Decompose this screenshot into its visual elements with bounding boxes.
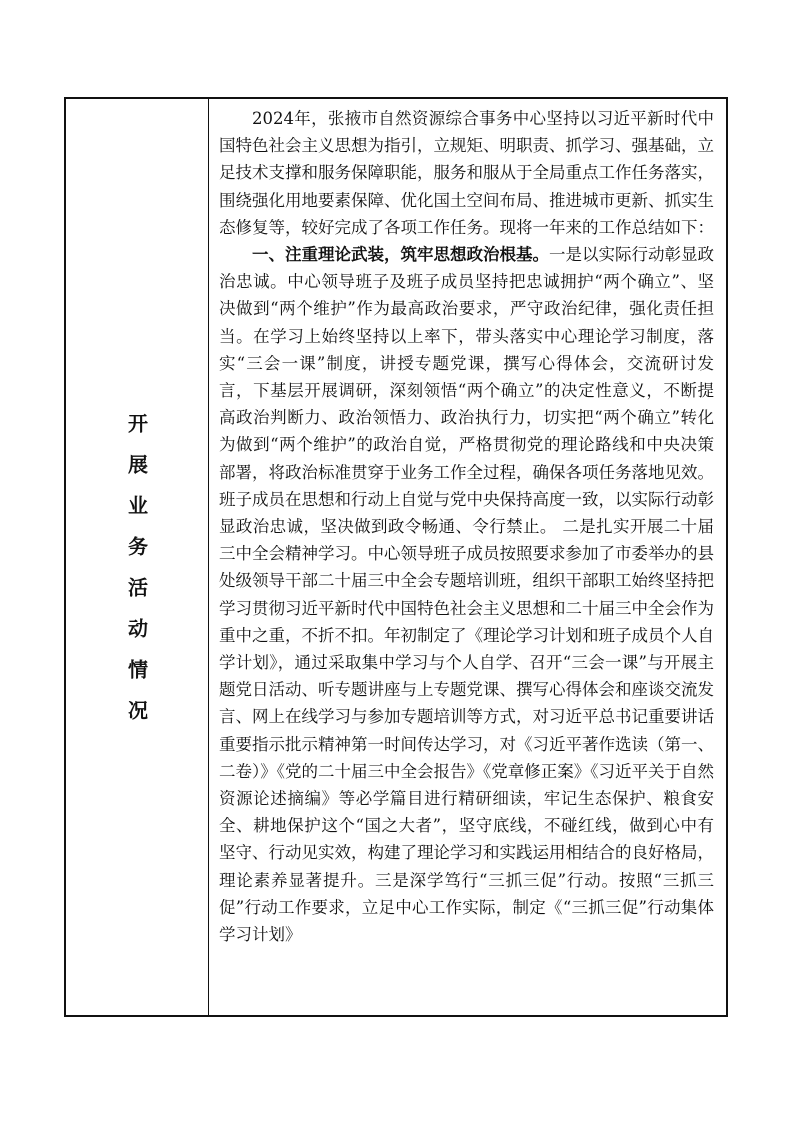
report-table xyxy=(64,97,728,1017)
row-label: 开展业务活动情况 xyxy=(124,413,149,741)
section-1-heading: 一、注重理论武装，筑牢思想政治根基。 xyxy=(252,245,549,265)
section-1-paragraph xyxy=(219,241,714,948)
intro-paragraph: 2024年，张掖市自然资源综合事务中心坚持以习近平新时代中国特色社会主义思想为指引，立规矩、明职责、抓学习、强基础，立足技术支撑和服务保障职能，服务和服从于全局重点工作任务落实，围绕强化用地要素保障、优化国土空间布局、推进城市更新、抓实生态修复等，较好完成了各项工作任务。现将一年来的工作总结如下： xyxy=(219,109,714,237)
content-cell xyxy=(209,99,726,1015)
section-1-body: 一是以实际行动彰显政治忠诚。中心领导班子及班子成员坚持把忠诚拥护“两个确立”、坚决做到“两个维护”作为最高政治要求，严守政治纪律，强化责任担当。在学习上始终坚持以上率下，带头落实中心理论学习制度，落实“三会一课”制度，讲授专题党课，撰写心得体会，交流研讨发言，下基层开展调研，深刻领悟“两个确立”的决定性意义，不断提高政治判断力、政治领悟力、政治执行力，切实把“两个确立”转化为做到“两个维护”的政治自觉，严格贯彻党的理论路线和中央决策部署，将政治标准贯穿于业务工作全过程，确保各项任务落地见效。班子成员在思想和行动上自觉与党中央保持高度一致，以实际行动彰显政治忠诚，坚决做到政令畅通、令行禁止。 二是扎实开展二十届三中全会精神学习。中心领导班子成员按照要求参加了市委举办的县处级领导干部二十届三中全会专题培训班，组织干部职工始终坚持把学习贯彻习近平新时代中国特色社会主义思想和二十届三中全会作为重中之重，不折不扣。年初制定了《理论学习计划和班子成员个人自学计划》，通过采取集中学习与个人自学、召开“三会一课”与开展主题党日活动、听专题讲座与上专题党课、撰写心得体会和座谈交流发言、网上在线学习与参加专题培训等方式，对习近平总书记重要讲话重要指示批示精神第一时间传达学习，对《习近平著作选读（第一、二卷）》《党的二十届三中全会报告》《党章修正案》《习近平关于自然资源论述摘编》等必学篇目进行精研细读，牢记生态保护、粮食安全、耕地保护这个“国之大者”，坚守底线，不碰红线，做到心中有坚守、行动见实效，构建了理论学习和实践运用相结合的良好格局，理论素养显著提升。三是深学笃行“三抓三促”行动。按照“三抓三促”行动工作要求，立足中心工作实际，制定《“三抓三促”行动集体学习计划》 xyxy=(219,245,714,945)
row-label-cell xyxy=(66,99,209,1015)
